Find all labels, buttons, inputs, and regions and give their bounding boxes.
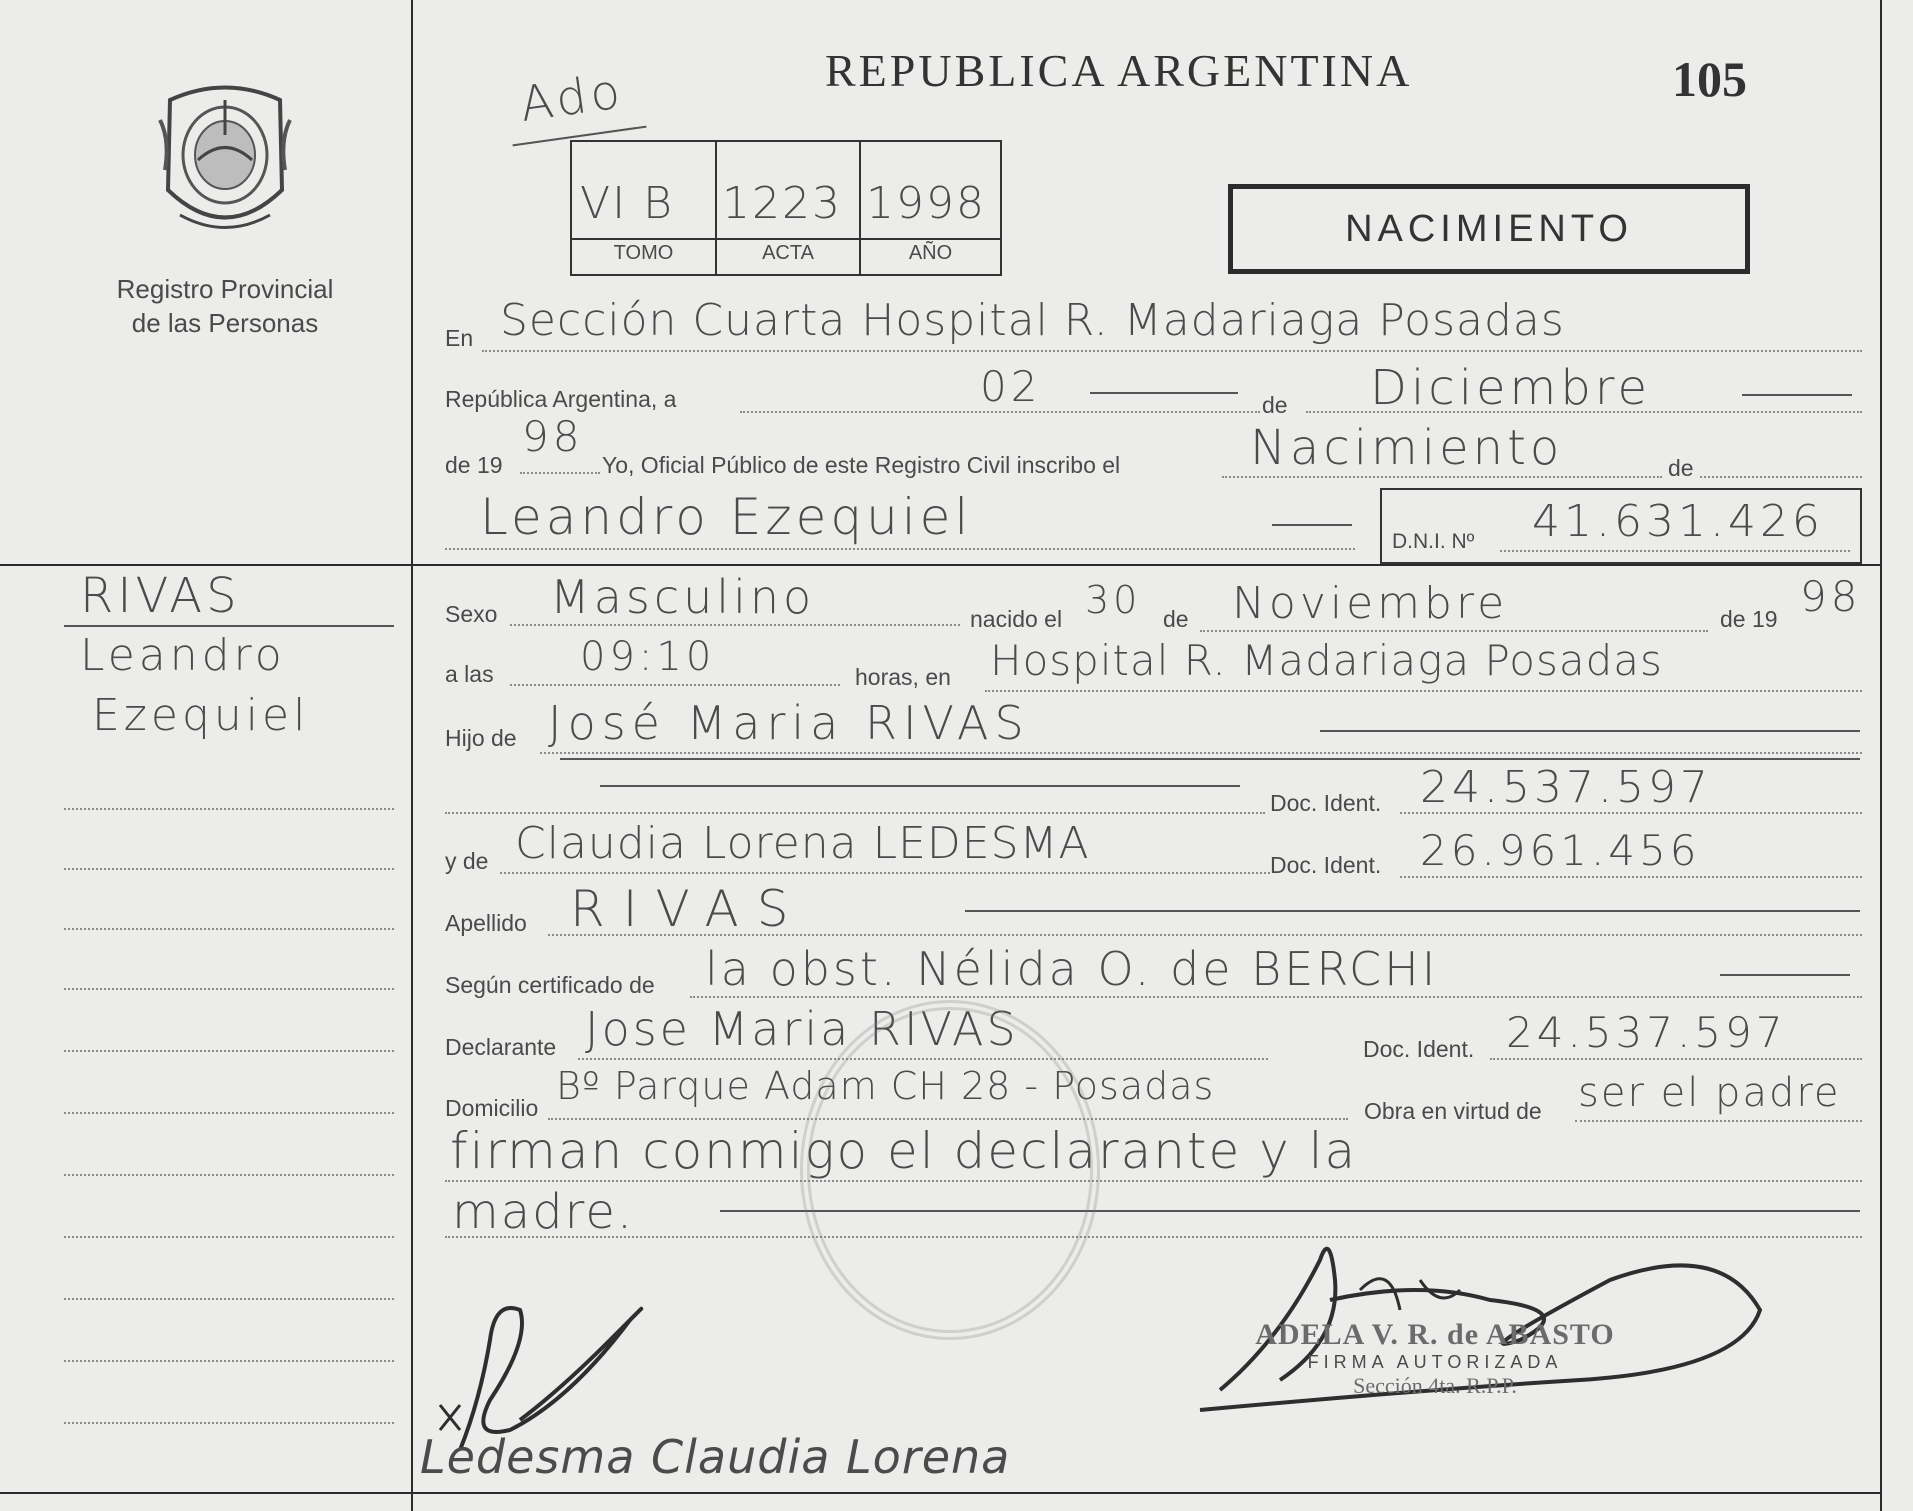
reference-box (570, 140, 1002, 276)
country-title: REPUBLICA ARGENTINA (825, 45, 1413, 96)
nombre-value: Leandro Ezequiel (480, 488, 973, 546)
right-edge-rule (1880, 0, 1882, 1511)
padre-line (540, 752, 1862, 754)
anio-value: 1998 (866, 178, 986, 229)
margin-surname-underline (64, 625, 394, 627)
official-stamp (1225, 1318, 1645, 1399)
nombre-line (445, 548, 1355, 550)
hora-value: 09:10 (580, 634, 716, 680)
official-stamp-role: FIRMA AUTORIZADA (1307, 1352, 1563, 1372)
oficial-text: Yo, Oficial Público de este Registro Civil inscribo el (602, 452, 1121, 478)
seal-icon (150, 80, 300, 240)
handwritten-note: Ado (516, 63, 628, 133)
firman-line-1: firman conmigo el declarante y la (450, 1122, 1358, 1180)
declarante-doc: 24.537.597 (1506, 1008, 1787, 1057)
free-text-line-1 (445, 1180, 1862, 1182)
domicilio-label: Domicilio (445, 1095, 539, 1121)
alas-label: a las (445, 661, 494, 687)
margin-given-name-2: Ezequiel (92, 690, 310, 741)
margin-surname: RIVAS (80, 568, 241, 624)
doc-label-2: Doc. Ident. (1270, 852, 1382, 878)
madre-value: Claudia Lorena LEDESMA (515, 818, 1090, 869)
month-dash (1742, 394, 1852, 396)
margin-line (64, 1236, 394, 1238)
madre-doc: 26.961.456 (1420, 826, 1701, 875)
anio-label: AÑO (908, 242, 953, 264)
margin-line (64, 808, 394, 810)
document-type-title (1228, 184, 1750, 274)
day-value: 02 (980, 362, 1042, 411)
nacido-month: Noviembre (1232, 578, 1509, 629)
bottom-rule (0, 1492, 1880, 1494)
org-line-2: de las Personas (131, 308, 319, 338)
org-line-1: Registro Provincial (116, 274, 334, 304)
en-value: Sección Cuarta Hospital R. Madariaga Posadas (500, 295, 1565, 346)
province-seal (150, 80, 300, 240)
lugar-value: Hospital R. Madariaga Posadas (990, 636, 1663, 685)
section-divider (0, 564, 1880, 566)
tomo-label: TOMO (613, 242, 674, 264)
declarante-label: Declarante (445, 1034, 557, 1060)
padre-dash-2 (560, 758, 1860, 760)
de2-label: de (1668, 455, 1694, 481)
dni-box (1380, 488, 1862, 564)
acta-value: 1223 (722, 178, 842, 229)
margin-line (64, 1422, 394, 1424)
day-dash (1090, 392, 1238, 394)
margin-line (64, 868, 394, 870)
margin-line (64, 928, 394, 930)
margin-line (64, 988, 394, 990)
dni-label: D.N.I. Nº (1392, 530, 1475, 553)
en-line (482, 350, 1862, 352)
obra-line (1575, 1120, 1862, 1122)
page-number: 105 (1672, 51, 1747, 107)
acto-line (1222, 476, 1662, 478)
acto-line-end (1700, 476, 1862, 478)
declarante-doc-line (1490, 1058, 1862, 1060)
margin-given-name-1: Leandro (80, 630, 286, 681)
obra-label: Obra en virtud de (1364, 1098, 1542, 1124)
nacido-label: nacido el (970, 606, 1063, 632)
madre-line (500, 872, 1270, 874)
domicilio-value: Bº Parque Adam CH 28 - Posadas (556, 1064, 1215, 1108)
registry-seal (800, 1000, 1100, 1340)
apellido-value: RIVAS (570, 880, 807, 938)
nacido-month-line (1200, 630, 1708, 632)
padre-value: José Maria RIVAS (548, 696, 1030, 750)
left-margin-rule (411, 0, 413, 1511)
hijo-label: Hijo de (445, 725, 517, 751)
segun-value: la obst. Nélida O. de BERCHI (705, 942, 1439, 996)
margin-line (64, 1298, 394, 1300)
yde-label: y de (445, 848, 489, 874)
de3-label: de (1163, 606, 1189, 632)
official-stamp-name: ADELA V. R. de ABASTO (1255, 1318, 1615, 1351)
org-name (60, 272, 390, 340)
segun-line (690, 996, 1862, 998)
month-value: Diciembre (1370, 360, 1651, 416)
margin-line (64, 1050, 394, 1052)
official-stamp-office: Sección 4ta. R.P.P. (1353, 1373, 1517, 1398)
padre-dash (1320, 730, 1860, 732)
apellido-label: Apellido (445, 910, 527, 936)
segun-dash (1720, 974, 1850, 976)
sexo-line (510, 624, 960, 626)
padre-doc-prefix-line (445, 812, 1265, 814)
doc-label-3: Doc. Ident. (1363, 1036, 1475, 1062)
year-line (520, 472, 600, 474)
day-line (740, 411, 1260, 413)
hora-line (510, 684, 840, 686)
nacido-year: 98 (1800, 572, 1862, 621)
de-label: de (1262, 392, 1288, 418)
doc-label-1: Doc. Ident. (1270, 790, 1382, 816)
segun-label: Según certificado de (445, 972, 655, 998)
madre-doc-line (1400, 876, 1862, 878)
nombre-dash (1272, 524, 1352, 526)
nacido-day: 30 (1085, 578, 1142, 622)
padre-doc: 24.537.597 (1420, 762, 1712, 813)
tomo-value: VI B (580, 178, 674, 229)
year-value: 98 (522, 412, 584, 461)
de19b-label: de 19 (1720, 606, 1778, 632)
margin-line (64, 1360, 394, 1362)
document-type-label: NACIMIENTO (1345, 208, 1633, 250)
year-prefix-label: de 19 (445, 452, 503, 478)
padre-doc-dash (600, 785, 1240, 787)
margin-line (64, 1112, 394, 1114)
declarante-value: Jose Maria RIVAS (585, 1002, 1019, 1056)
lugar-line (985, 690, 1862, 692)
dni-value: 41.631.426 (1532, 496, 1824, 547)
en-label: En (445, 325, 474, 351)
acta-label: ACTA (762, 242, 814, 264)
apellido-dash (965, 910, 1860, 912)
sexo-value: Masculino (550, 570, 816, 624)
horas-label: horas, en (855, 664, 951, 690)
mother-signature: Ledesma Claudia Lorena (420, 1430, 1011, 1484)
republica-label: República Argentina, a (445, 386, 677, 412)
sexo-label: Sexo (445, 601, 498, 627)
firman-line-2: madre. (452, 1184, 635, 1240)
acto-value: Nacimiento (1250, 420, 1564, 476)
obra-value: ser el padre (1578, 1070, 1841, 1116)
dni-line (1500, 550, 1850, 552)
margin-line (64, 1174, 394, 1176)
